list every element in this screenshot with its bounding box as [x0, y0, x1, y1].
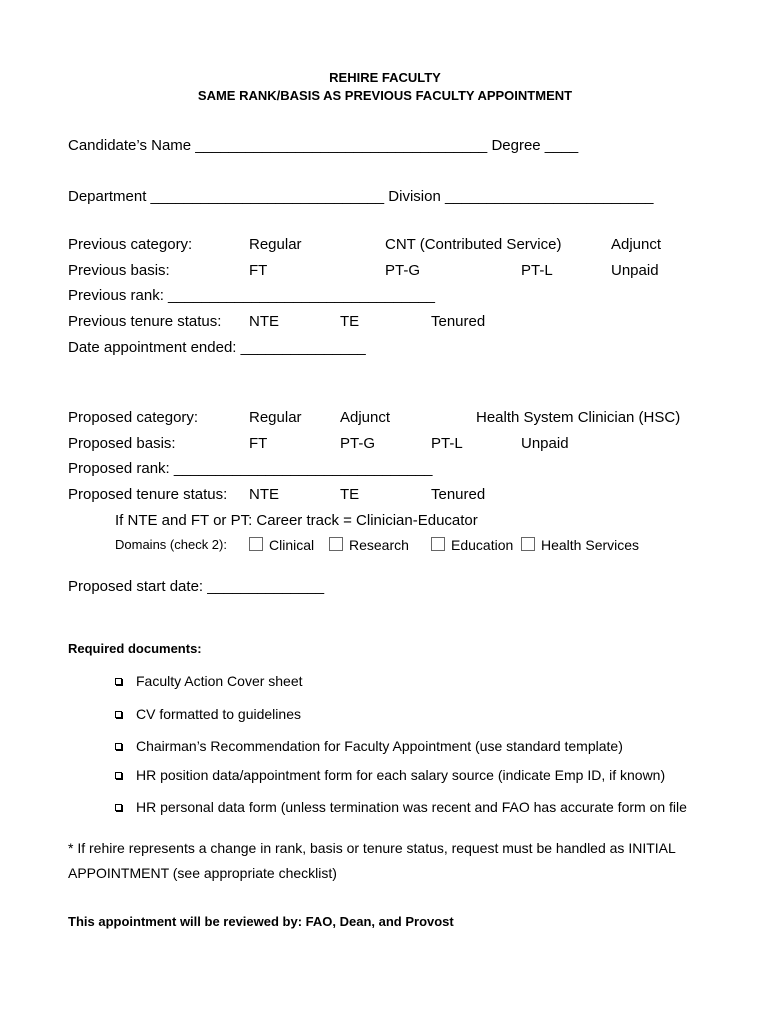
proposed-basis-unpaid[interactable]: Unpaid	[521, 435, 569, 452]
document-item: CV formatted to guidelines	[136, 706, 301, 722]
previous-category-regular[interactable]: Regular	[249, 236, 302, 253]
bullet-icon	[115, 772, 122, 779]
previous-basis-ft[interactable]: FT	[249, 262, 268, 279]
domain-health-services-label: Health Services	[541, 537, 640, 553]
previous-tenure-nte[interactable]: NTE	[249, 313, 279, 330]
footnote-line-2: APPOINTMENT (see appropriate checklist)	[68, 865, 337, 881]
department-division-field[interactable]: Department ____________________________ Division _________________________	[68, 188, 654, 205]
proposed-basis-ft[interactable]: FT	[249, 435, 268, 452]
proposed-tenure-te[interactable]: TE	[340, 486, 360, 503]
previous-basis-ptl[interactable]: PT-L	[521, 262, 553, 279]
proposed-tenure-label: Proposed tenure status:	[68, 486, 228, 503]
form-subtitle: SAME RANK/BASIS AS PREVIOUS FACULTY APPOINTMENT	[197, 88, 573, 103]
proposed-basis-ptl[interactable]: PT-L	[431, 435, 463, 452]
previous-basis-label: Previous basis:	[68, 262, 170, 279]
previous-basis-unpaid[interactable]: Unpaid	[611, 262, 659, 279]
bullet-icon	[115, 678, 122, 685]
domain-research-checkbox[interactable]	[329, 537, 343, 551]
proposed-tenure-tenured[interactable]: Tenured	[431, 486, 486, 503]
proposed-tenure-nte[interactable]: NTE	[249, 486, 279, 503]
previous-tenure-te[interactable]: TE	[340, 313, 360, 330]
previous-category-adjunct[interactable]: Adjunct	[611, 236, 662, 253]
domain-clinical-checkbox[interactable]	[249, 537, 263, 551]
proposed-rank-field[interactable]: Proposed rank: _______________________________	[68, 460, 433, 477]
domain-education-checkbox[interactable]	[431, 537, 445, 551]
career-track-note: If NTE and FT or PT: Career track = Clinician-Educator	[115, 512, 478, 529]
domain-research-label: Research	[349, 537, 409, 553]
proposed-start-date-field[interactable]: Proposed start date: ______________	[68, 578, 325, 595]
domain-clinical-label: Clinical	[269, 537, 315, 553]
previous-tenure-label: Previous tenure status:	[68, 313, 222, 330]
previous-rank-field[interactable]: Previous rank: ________________________________	[68, 287, 435, 304]
proposed-basis-label: Proposed basis:	[68, 435, 176, 452]
domains-label: Domains (check 2):	[115, 537, 227, 552]
document-item: Faculty Action Cover sheet	[136, 673, 303, 689]
document-item: HR personal data form (unless termination was recent and FAO has accurate form on file	[136, 799, 687, 815]
proposed-category-hsc[interactable]: Health System Clinician (HSC)	[476, 409, 681, 426]
previous-basis-ptg[interactable]: PT-G	[385, 262, 421, 279]
bullet-icon	[115, 743, 122, 750]
review-note: This appointment will be reviewed by: FAO, Dean, and Provost	[68, 914, 454, 929]
bullet-icon	[115, 804, 122, 811]
required-documents-heading: Required documents:	[68, 641, 202, 656]
proposed-category-regular[interactable]: Regular	[249, 409, 302, 426]
form-title: REHIRE FACULTY	[329, 70, 441, 85]
candidate-name-field[interactable]: Candidate’s Name ___________________________________ Degree ____	[68, 137, 579, 154]
proposed-category-adjunct[interactable]: Adjunct	[340, 409, 391, 426]
domain-education-label: Education	[451, 537, 514, 553]
bullet-icon	[115, 711, 122, 718]
footnote-line-1: * If rehire represents a change in rank, basis or tenure status, request must be handled as INITIAL	[68, 840, 676, 856]
document-item: Chairman’s Recommendation for Faculty Appointment (use standard template)	[136, 738, 623, 754]
proposed-category-label: Proposed category:	[68, 409, 199, 426]
date-appointment-ended-field[interactable]: Date appointment ended: _______________	[68, 339, 366, 356]
previous-category-label: Previous category:	[68, 236, 193, 253]
domain-health-services-checkbox[interactable]	[521, 537, 535, 551]
document-item: HR position data/appointment form for each salary source (indicate Emp ID, if known)	[136, 767, 666, 783]
previous-tenure-tenured[interactable]: Tenured	[431, 313, 486, 330]
previous-category-cnt[interactable]: CNT (Contributed Service)	[385, 236, 562, 253]
proposed-basis-ptg[interactable]: PT-G	[340, 435, 376, 452]
